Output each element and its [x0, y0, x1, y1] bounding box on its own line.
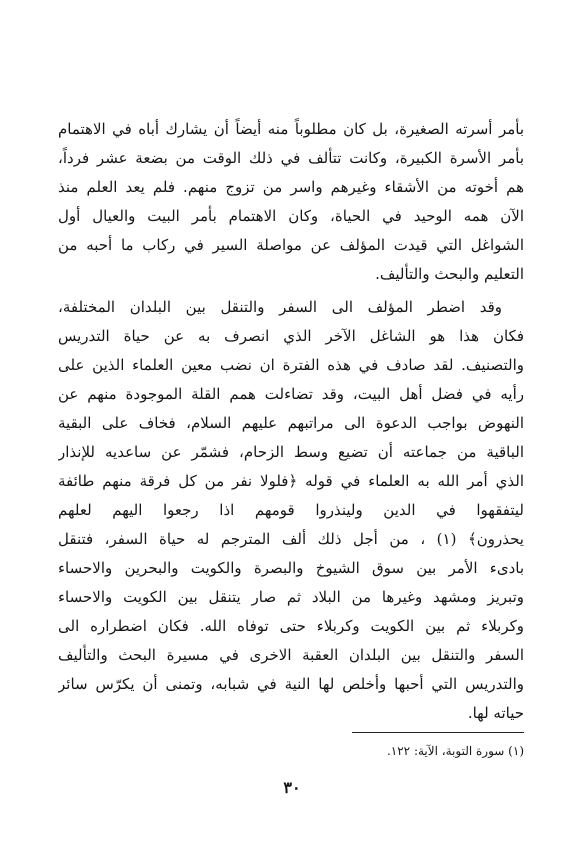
body-line: بأمر الأسرة الكبيرة، وكانت تتألف في ذلك الوقت من بضعة عشر فرداً،	[58, 149, 524, 167]
body-line: التعليم والبحث والتأليف.	[375, 265, 524, 283]
body-line: الشواغل التي قيدت المؤلف عن مواصلة السير في ركاب ما أحبه من	[58, 236, 524, 254]
body-line: حياته لها.	[467, 704, 524, 722]
body-line: وقد اضطر المؤلف الى السفر والتنقل بين البلدان المختلفة،	[58, 298, 502, 316]
body-line: السفر والتنقل بين البلدان العقبة الاخرى في مسيرة البحث والتأليف	[58, 646, 524, 664]
body-line: الذي أمر الله به العلماء في قوله ﴿فلولا نفر من كل فرقة منهم طائفة	[58, 472, 524, 490]
body-line: فكان هذا هو الشاغل الآخر الذي انصرف به عن حياة التدريس	[58, 327, 524, 345]
body-line: بادىء الأمر بين سوق الشيوخ والبصرة والكويت والبحرين والاحساء	[58, 559, 524, 577]
body-line: النهوض بواجب الدعوة الى مراتبهم عليهم السلام، فخاف على البقية	[58, 414, 524, 432]
body-line: والتصنيف. لقد صادف في هذه الفترة ان نضب معين العلماء الذين على	[58, 356, 524, 374]
body-line: رأيه في فضل أهل البيت، وقد تضاءلت همم القلة الموجودة منهم عن	[58, 385, 524, 403]
body-line: وتبريز ومشهد وغيرها من البلاد ثم صار يتنقل بين الكويت والاحساء	[58, 588, 524, 606]
body-line: وكربلاء ثم بين الكويت وكربلاء حتى توفاه الله. فكان اضطراره الى	[58, 617, 524, 635]
body-line: ليتفقهوا في الدين ولينذروا قومهم اذا رجعوا اليهم لعلهم	[58, 501, 524, 519]
body-line: الآن همه الوحيد في الحياة، وكان الاهتمام بأمر البيت والعيال أول	[58, 207, 524, 225]
page-number: ٣٠	[283, 778, 301, 797]
footnote: (١) سورة التوبة، الآية: ١٢٢.	[386, 744, 524, 758]
body-line: هم أخوته من الأشقاء وغيرهم واسر من تزوج منهم. فلم يعد العلم منذ	[58, 178, 524, 196]
body-line: الباقية من جماعته أن تضيع وسط الزحام، فشمّر عن ساعديه للإنذار	[58, 443, 524, 461]
body-line: يحذرون﴾ (١) ، من أجل ذلك ألف المترجم له حياة السفر، فتنقل	[58, 530, 524, 548]
body-line: بأمر أسرته الصغيرة، بل كان مطلوباً منه أيضاً أن يشارك أباه في الاهتمام	[58, 120, 524, 138]
body-line: والتدريس التي أحبها وأخلص لها النية في شبابه، وتمنى أن يكرّس سائر	[58, 675, 524, 693]
footnote-divider	[352, 732, 524, 733]
